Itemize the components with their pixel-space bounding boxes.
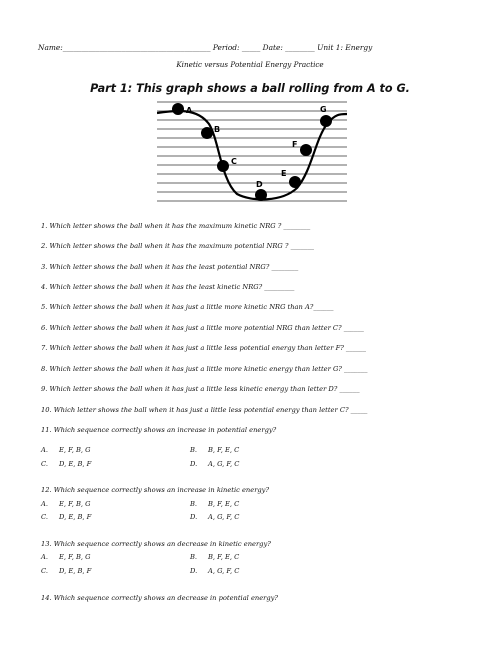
question-10: 10. Which letter shows the ball when it has just a little less potential energy than letter C? _____ bbox=[41, 406, 368, 414]
ball-b bbox=[201, 127, 213, 139]
ball-a bbox=[172, 103, 184, 115]
label-f: F bbox=[292, 140, 298, 149]
header-line: Name:________________________________________ Period: _____ Date: ________ Unit 1: Energy bbox=[38, 43, 373, 52]
label-g: G bbox=[320, 105, 327, 114]
question-11: 11. Which sequence correctly shows an increase in potential energy? bbox=[41, 426, 277, 434]
question-8: 8. Which letter shows the ball when it has just a little more kinetic energy than letter G? _______ bbox=[41, 365, 368, 373]
q13-option-d: D. A, G, F, C bbox=[190, 567, 240, 575]
q11-option-a: A. E, F, B, G bbox=[41, 446, 91, 454]
ball-g bbox=[320, 115, 332, 127]
question-5: 5. Which letter shows the ball when it has just a little more kinetic NRG than A?______ bbox=[41, 303, 334, 311]
question-13: 13. Which sequence correctly shows an decrease in kinetic energy? bbox=[41, 540, 271, 548]
q13-option-a: A. E, F, B, G bbox=[41, 553, 91, 561]
part-title: Part 1: This graph shows a ball rolling from A to G. bbox=[90, 82, 410, 95]
q11-option-c: C. D, E, B, F bbox=[41, 460, 92, 468]
question-3: 3. Which letter shows the ball when it has the least potential NRG? ________ bbox=[41, 263, 299, 271]
label-d: D bbox=[256, 180, 263, 189]
ball-e bbox=[289, 176, 301, 188]
question-2: 2. Which letter shows the ball when it has the maximum potential NRG ? _______ bbox=[41, 242, 315, 250]
ball-f bbox=[300, 144, 312, 156]
q13-option-c: C. D, E, B, F bbox=[41, 567, 92, 575]
graph-gridlines bbox=[157, 102, 347, 201]
ball-d bbox=[255, 189, 267, 201]
label-a: A bbox=[186, 106, 193, 115]
q11-option-b: B. B, F, E, C bbox=[190, 446, 240, 454]
q11-option-d: D. A, G, F, C bbox=[190, 460, 240, 468]
q12-option-b: B. B, F, E, C bbox=[190, 500, 240, 508]
label-e: E bbox=[281, 169, 287, 178]
question-4: 4. Which letter shows the ball when it has the least kinetic NRG? _________ bbox=[41, 283, 295, 291]
q13-option-b: B. B, F, E, C bbox=[190, 553, 240, 561]
q12-option-a: A. E, F, B, G bbox=[41, 500, 91, 508]
track-curve bbox=[157, 111, 347, 199]
question-9: 9. Which letter shows the ball when it has just a little less kinetic energy than letter D? ______ bbox=[41, 385, 360, 393]
label-b: B bbox=[214, 125, 221, 134]
question-12: 12. Which sequence correctly shows an increase in kinetic energy? bbox=[41, 486, 270, 494]
q12-option-c: C. D, E, B, F bbox=[41, 513, 92, 521]
ball-c bbox=[217, 160, 229, 172]
question-7: 7. Which letter shows the ball when it has just a little less potential energy than letter F? ______ bbox=[41, 344, 366, 352]
ball-track-graph bbox=[157, 100, 347, 208]
q12-option-d: D. A, G, F, C bbox=[190, 513, 240, 521]
question-6: 6. Which letter shows the ball when it has just a little more potential NRG than letter C? ______ bbox=[41, 324, 364, 332]
question-14: 14. Which sequence correctly shows an decrease in potential energy? bbox=[41, 594, 279, 602]
worksheet-subtitle: Kinetic versus Potential Energy Practice bbox=[176, 60, 324, 69]
label-c: C bbox=[231, 157, 237, 166]
question-1: 1. Which letter shows the ball when it has the maximum kinetic NRG ? ________ bbox=[41, 222, 311, 230]
